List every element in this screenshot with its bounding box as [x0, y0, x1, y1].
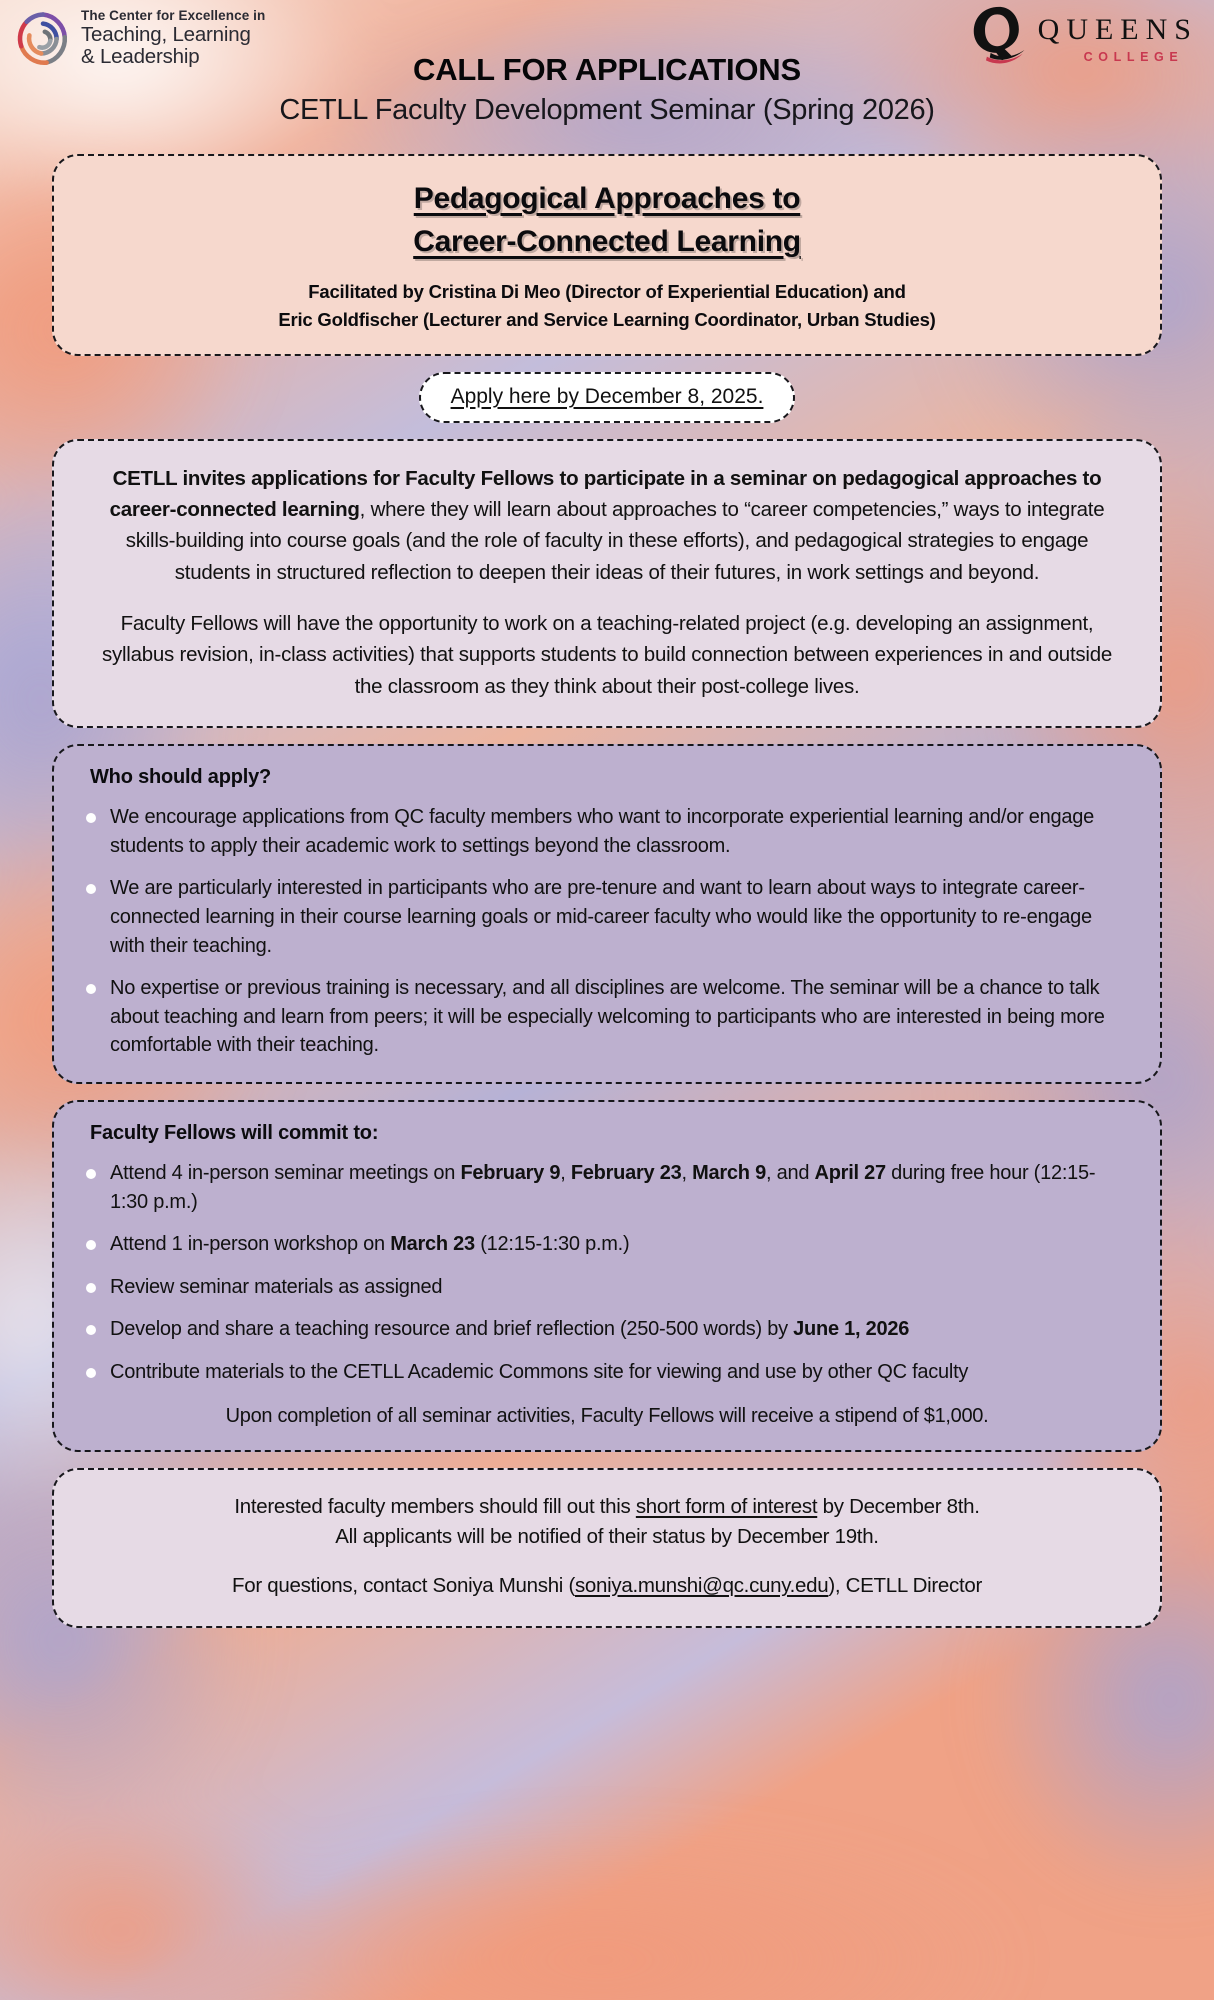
commit-2-text-a: Attend 1 in-person workshop on [110, 1233, 391, 1256]
cetll-spiral-icon [14, 10, 72, 68]
qc-wordmark: QUEENS [1037, 13, 1198, 46]
list-item: No expertise or previous training is necessary, and all disciplines are welcome. The seminar will be a chance to talk about teaching and learn from peers; it will be especially welcoming to participants who are interested in being more comfortable with their teaching. [84, 974, 1130, 1060]
commit-4-text-a: Develop and share a teaching resource and brief reflection (250-500 words) by [110, 1318, 794, 1341]
commitments-list [84, 1159, 1130, 1387]
commit-1-text-a: Attend 4 in-person seminar meetings on [110, 1161, 461, 1184]
list-item [84, 1315, 1130, 1344]
page-header [0, 0, 1214, 140]
page-subtitle: CETLL Faculty Development Seminar (Spring 2026) [279, 94, 935, 126]
seminar-title-line1: Pedagogical Approaches to [413, 182, 801, 215]
apply-here-button[interactable]: Apply here by December 8, 2025. [419, 372, 796, 423]
seminar-title [84, 178, 1130, 263]
list-item: Contribute materials to the CETLL Academic Commons site for viewing and use by other QC faculty [84, 1358, 1130, 1387]
list-item: We encourage applications from QC faculty members who want to incorporate experiential learning and/or engage students to apply their academic work to settings beyond the classroom. [84, 803, 1130, 860]
cetll-logo [14, 6, 265, 68]
description-paragraph-1 [92, 463, 1122, 588]
list-item [84, 1159, 1130, 1216]
list-item: We are particularly interested in participants who are pre-tenure and want to learn about ways to integrate career-connected learning in their course learning goals or mid-career faculty who would like the opportunity to re-engage with their teaching. [84, 874, 1130, 960]
short-form-of-interest-link[interactable]: short form of interest [635, 1494, 818, 1518]
footer-text-a: Interested faculty members should fill out this [234, 1494, 636, 1518]
footer-text-b: by December 8th. [817, 1494, 980, 1518]
facilitators [84, 278, 1130, 334]
who-should-apply-heading: Who should apply? [90, 766, 272, 789]
commit-1-sep-2: , [681, 1161, 693, 1184]
cetll-tagline-line3: & Leadership [81, 44, 200, 68]
commit-1-sep-3: , and [765, 1161, 815, 1184]
commit-date-mar-9: March 9 [692, 1161, 766, 1184]
commit-date-feb-23: February 23 [570, 1161, 682, 1184]
stipend-note: Upon completion of all seminar activities, Faculty Fellows will receive a stipend of $1,000. [225, 1404, 989, 1427]
cetll-tagline-line1: The Center for Excellence in [81, 8, 266, 23]
who-should-apply-card [52, 744, 1162, 1084]
director-email-link[interactable]: soniya.munshi@qc.cuny.edu [574, 1574, 829, 1598]
footer-contact-b: ), CETLL Director [828, 1574, 982, 1598]
facilitators-line1: Facilitated by Cristina Di Meo (Director of Experiential Education) and [308, 281, 906, 303]
commit-date-mar-23: March 23 [390, 1233, 475, 1256]
footer-contact-a: For questions, contact Soniya Munshi ( [232, 1574, 575, 1598]
apply-button-row [0, 372, 1214, 423]
footer-paragraph-1 [88, 1492, 1126, 1554]
commitments-heading: Faculty Fellows will commit to: [90, 1121, 379, 1144]
queens-college-logo [968, 4, 1198, 66]
footer-text-c: All applicants will be notified of their status by December 19th. [335, 1525, 879, 1549]
page-title: CALL FOR APPLICATIONS [413, 52, 801, 87]
description-card [52, 439, 1162, 729]
commit-2-text-b: (12:15-1:30 p.m.) [474, 1233, 630, 1256]
commit-date-jun-1: June 1, 2026 [793, 1318, 910, 1341]
list-item [84, 1230, 1130, 1259]
description-bold-lead: CETLL invites applications for Faculty Fellows to participate in a seminar on pedagogical approaches to career-connected learning [109, 466, 1102, 522]
cetll-tagline-line2: Teaching, Learning [81, 22, 251, 46]
qc-subwordmark: COLLEGE [1083, 50, 1184, 64]
description-paragraph-2: Faculty Fellows will have the opportunity to work on a teaching-related project (e.g. developing an assignment, syllabus revision, in-class activities) that supports students to build connection between experiences in and outside the classroom as they think about their post-college lives. [102, 612, 1112, 698]
footer-paragraph-2 [88, 1571, 1126, 1602]
description-rest: , where they will learn about approaches to “career competencies,” ways to integrate skills-building into course goals (and the role of faculty in these efforts), and pedagogical strategies to engage students in structured reflection to deepen their ideas of their futures, in work settings and beyond. [125, 498, 1105, 584]
list-item: Review seminar materials as assigned [84, 1273, 1130, 1302]
facilitators-line2: Eric Goldfischer (Lecturer and Service Learning Coordinator, Urban Studies) [278, 308, 936, 330]
who-should-apply-list [84, 803, 1130, 1060]
queens-q-icon [968, 4, 1034, 66]
seminar-title-line2: Career-Connected Learning [413, 224, 801, 258]
seminar-title-card [52, 154, 1162, 356]
commitments-card [52, 1100, 1162, 1452]
commit-1-text-b: during free hour (12:15-1:30 p.m.) [110, 1161, 1096, 1213]
commit-1-sep-1: , [560, 1161, 571, 1184]
commit-date-apr-27: April 27 [814, 1161, 886, 1184]
commit-date-feb-9: February 9 [460, 1161, 561, 1184]
contact-card [52, 1468, 1162, 1628]
